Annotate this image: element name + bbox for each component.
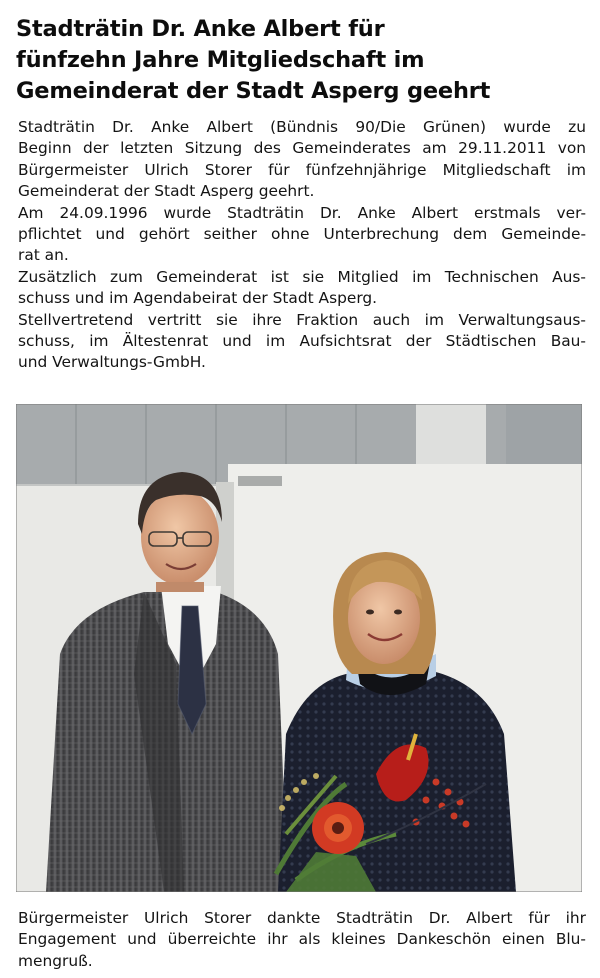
body-line: Bürgermeister Ulrich Storer für fünfzehnjährige Mitgliedschaft im <box>18 160 586 179</box>
body-line: Am 24.09.1996 wurde Stadträtin Dr. Anke Albert erstmals ver- <box>18 203 586 222</box>
body-line: Zusätzlich zum Gemeinderat ist sie Mitglied im Technischen Aus- <box>18 267 586 286</box>
article-body <box>18 117 586 374</box>
body-line: Stadträtin Dr. Anke Albert (Bündnis 90/Die Grünen) wurde zu <box>18 118 586 136</box>
body-line: Gemeinderat der Stadt Asperg geehrt. <box>18 182 315 201</box>
article-photo <box>16 404 582 892</box>
headline-line: Stadträtin Dr. Anke Albert für <box>16 16 385 42</box>
article-headline <box>16 14 586 107</box>
caption-line: Bürgermeister Ulrich Storer dankte Stadträtin Dr. Albert für ihr <box>18 909 586 927</box>
caption-line: Engagement und überreichte ihr als kleines Dankeschön einen Blu- <box>18 930 586 949</box>
headline-line: Gemeinderat der Stadt Asperg geehrt <box>16 78 491 104</box>
body-line: rat an. <box>18 246 69 265</box>
caption-line: mengruß. <box>18 951 93 970</box>
body-line: und Verwaltungs-GmbH. <box>18 353 206 372</box>
photo-icon <box>16 404 582 892</box>
body-line: schuss, im Ältestenrat und im Aufsichtsrat der Städtischen Bau- <box>18 332 586 351</box>
body-line: pflichtet und gehört seither ohne Unterbrechung dem Gemeinde- <box>18 225 586 244</box>
body-line: Stellvertretend vertritt sie ihre Fraktion auch im Verwaltungsaus- <box>18 310 586 329</box>
headline-line: fünfzehn Jahre Mitgliedschaft im <box>16 47 425 73</box>
body-line: schuss und im Agendabeirat der Stadt Asperg. <box>18 289 378 308</box>
body-line: Beginn der letzten Sitzung des Gemeinderates am 29.11.2011 von <box>18 139 586 158</box>
photo-caption <box>18 908 586 972</box>
